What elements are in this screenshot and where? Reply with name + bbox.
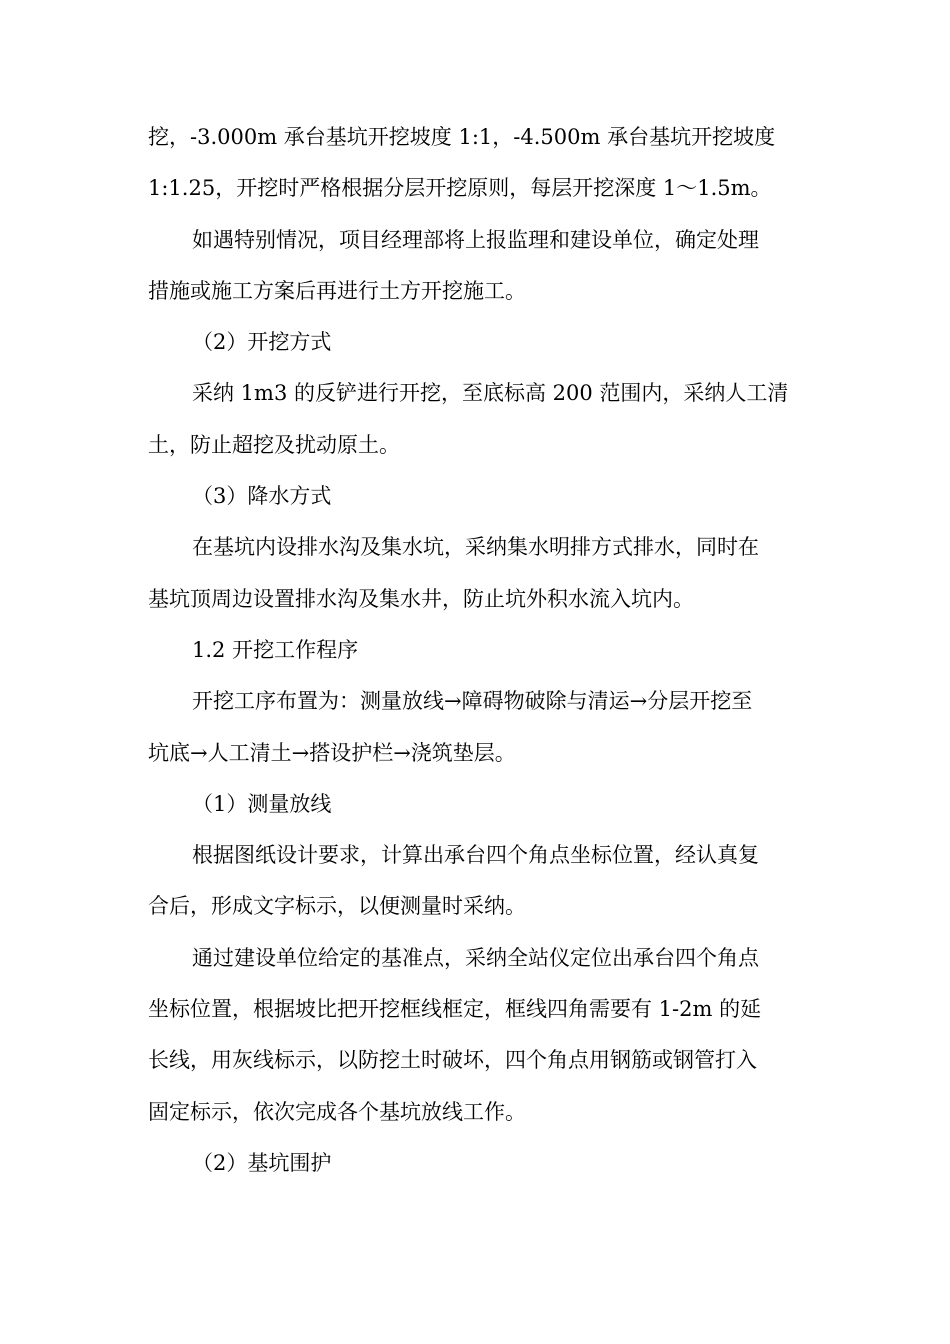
- text-line: 根据图纸设计要求，计算出承台四个角点坐标位置，经认真复: [192, 843, 759, 868]
- text-line: 通过建设单位给定的基准点，采纳全站仪定位出承台四个角点: [192, 945, 759, 970]
- text-line: 固定标示，依次完成各个基坑放线工作。: [148, 1099, 526, 1124]
- text-line: 土，防止超挖及扰动原土。: [148, 432, 400, 457]
- text-line: 坐标位置，根据坡比把开挖框线框定，框线四角需要有 1-2m 的延: [148, 997, 762, 1022]
- text-line: 基坑顶周边设置排水沟及集水井，防止坑外积水流入坑内。: [148, 586, 694, 611]
- section-heading: 1.2 开挖工作程序: [192, 637, 359, 662]
- text-line: 在基坑内设排水沟及集水坑，采纳集水明排方式排水，同时在: [192, 535, 759, 560]
- section-heading: （2）基坑围护: [192, 1150, 332, 1175]
- text-line: 措施或施工方案后再进行土方开挖施工。: [148, 278, 526, 303]
- text-line: 坑底→人工清土→搭设护栏→浇筑垫层。: [148, 740, 516, 765]
- text-line: 长线，用灰线标示，以防挖土时破坏，四个角点用钢筋或钢管打入: [148, 1048, 757, 1073]
- text-line: 采纳 1m3 的反铲进行开挖，至底标高 200 范围内，采纳人工清: [192, 381, 789, 406]
- text-line: 合后，形成文字标示，以便测量时采纳。: [148, 894, 526, 919]
- text-line: 1:1.25，开挖时严格根据分层开挖原则，每层开挖深度 1～1.5m。: [148, 176, 772, 201]
- text-line: 挖，-3.000m 承台基坑开挖坡度 1:1，-4.500m 承台基坑开挖坡度: [148, 125, 776, 149]
- text-line: 开挖工序布置为：测量放线→障碍物破除与清运→分层开挖至: [192, 689, 753, 714]
- section-heading: （1）测量放线: [192, 791, 332, 816]
- section-heading: （2）开挖方式: [192, 330, 332, 355]
- section-heading: （3）降水方式: [192, 484, 332, 509]
- body-text: [148, 112, 800, 1189]
- text-line: 如遇特别情况，项目经理部将上报监理和建设单位，确定处理: [192, 227, 759, 252]
